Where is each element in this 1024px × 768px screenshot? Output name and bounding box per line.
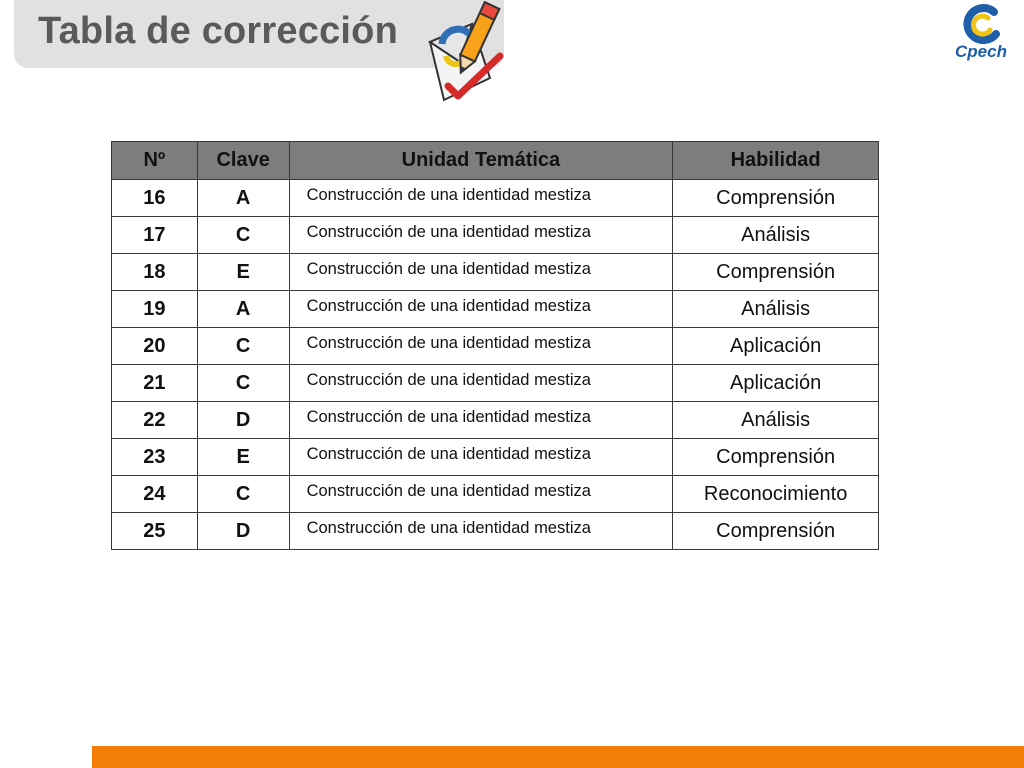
row-key: A xyxy=(197,291,289,328)
table-row xyxy=(112,291,879,328)
row-number: 23 xyxy=(112,439,198,476)
row-key: C xyxy=(197,217,289,254)
row-unit: Construcción de una identidad mestiza xyxy=(289,254,673,291)
row-key: C xyxy=(197,365,289,402)
row-number: 22 xyxy=(112,402,198,439)
row-unit: Construcción de una identidad mestiza xyxy=(289,402,673,439)
cpech-logo xyxy=(948,4,1014,64)
row-skill: Análisis xyxy=(673,217,879,254)
row-unit: Construcción de una identidad mestiza xyxy=(289,513,673,550)
row-key: C xyxy=(197,328,289,365)
row-key: A xyxy=(197,180,289,217)
row-unit: Construcción de una identidad mestiza xyxy=(289,439,673,476)
row-number: 21 xyxy=(112,365,198,402)
row-unit: Construcción de una identidad mestiza xyxy=(289,180,673,217)
cpech-logo-icon xyxy=(960,4,1002,44)
table-row xyxy=(112,254,879,291)
row-skill: Análisis xyxy=(673,291,879,328)
header-key: Clave xyxy=(197,142,289,180)
row-skill: Aplicación xyxy=(673,365,879,402)
row-key: E xyxy=(197,254,289,291)
row-unit: Construcción de una identidad mestiza xyxy=(289,328,673,365)
table-row xyxy=(112,402,879,439)
table-row xyxy=(112,180,879,217)
row-key: C xyxy=(197,476,289,513)
row-number: 20 xyxy=(112,328,198,365)
row-number: 24 xyxy=(112,476,198,513)
correction-table xyxy=(111,141,879,550)
row-skill: Análisis xyxy=(673,402,879,439)
row-unit: Construcción de una identidad mestiza xyxy=(289,291,673,328)
pencil-check-icon xyxy=(424,0,510,112)
table-header-row xyxy=(112,142,879,180)
header-skill: Habilidad xyxy=(673,142,879,180)
row-skill: Aplicación xyxy=(673,328,879,365)
row-number: 17 xyxy=(112,217,198,254)
row-skill: Reconocimiento xyxy=(673,476,879,513)
row-number: 19 xyxy=(112,291,198,328)
table-row xyxy=(112,476,879,513)
table-row xyxy=(112,513,879,550)
row-skill: Comprensión xyxy=(673,180,879,217)
row-number: 18 xyxy=(112,254,198,291)
row-unit: Construcción de una identidad mestiza xyxy=(289,365,673,402)
footer-bar xyxy=(92,746,1024,768)
table-row xyxy=(112,217,879,254)
row-key: D xyxy=(197,402,289,439)
row-unit: Construcción de una identidad mestiza xyxy=(289,217,673,254)
table-row xyxy=(112,328,879,365)
row-skill: Comprensión xyxy=(673,513,879,550)
row-number: 25 xyxy=(112,513,198,550)
header-unit: Unidad Temática xyxy=(289,142,673,180)
logo-text: Cpech xyxy=(955,42,1007,61)
row-number: 16 xyxy=(112,180,198,217)
row-skill: Comprensión xyxy=(673,439,879,476)
row-key: E xyxy=(197,439,289,476)
row-skill: Comprensión xyxy=(673,254,879,291)
page-title: Tabla de corrección xyxy=(38,10,398,52)
table-row xyxy=(112,365,879,402)
row-key: D xyxy=(197,513,289,550)
header-number: Nº xyxy=(112,142,198,180)
table-row xyxy=(112,439,879,476)
row-unit: Construcción de una identidad mestiza xyxy=(289,476,673,513)
